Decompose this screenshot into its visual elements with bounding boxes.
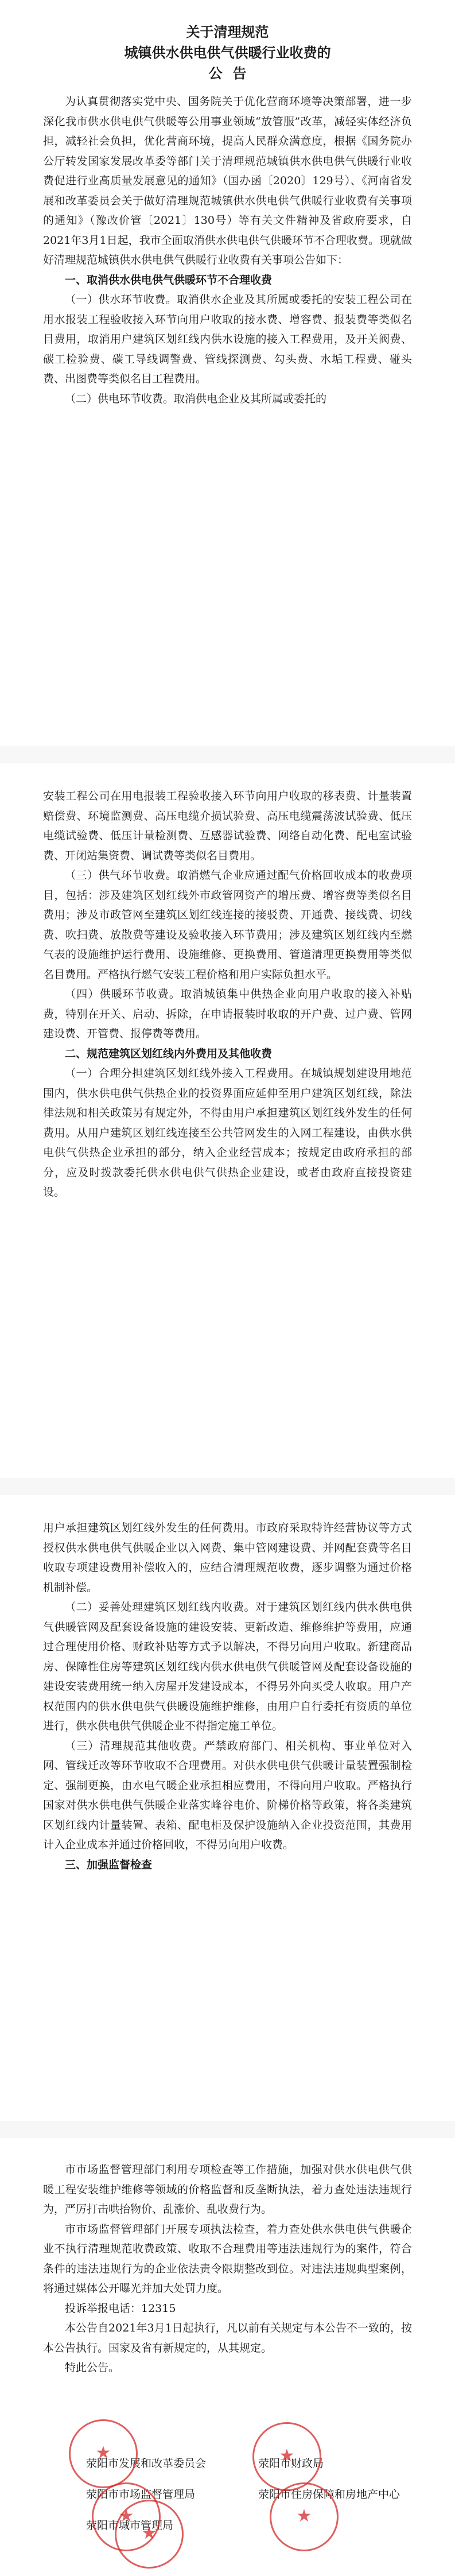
water-fee-paragraph: （一）供水环节收费。取消供水企业及其所属或委托的安装工程公司在用水报装工程验收接入环节向用户收取的接水费、增容费、报装费等类似名目费用，取消用户建筑区划红线内供水设施的接入工程费用，及开关阀费、碳工检验费、碳工导线调警费、管线探测费、勾头费、水垢工程费、碰头费、出图费等类似名目工程费用。 xyxy=(43,293,412,385)
section-heading-3: 三、加强监督检查 xyxy=(65,1858,153,1871)
document-page-4 xyxy=(0,2138,455,2576)
inside-red-line-paragraph: （二）妥善处理建筑区划红线内收费。对于建筑区划红线内供水供电供气供暖管网及配套设备设施的建设安装、更新改造、维修维护等费用，应通过合理使用价格、财政补贴等方式予以解决，不得另向用户收取。新建商品房、保障性住房等建筑区划红线内供水供电供气供暖管网及配套设备设施的建设安装费用统一纳入房屋开发建设成本，不得另外向买受人收取。用户产权范围内的供水供电供气供暖设施维护维修，由用户自行委托有资质的单位进行，供水供电供气供暖企业不得指定施工单位。 xyxy=(43,1601,412,1732)
other-fees-paragraph: （三）清理规范其他收费。严禁政府部门、相关机构、事业单位对入网、管线迁改等环节收取不合理费用。对供水供电供气供暖计量装置强制检定、强制更换，由水电气暖企业承担相应费用，不得向用户收取。严格执行国家对供水供电供气供暖企业落实峰谷电价、阶梯价格等政策，将各类建筑区划红线内计量装置、表箱、配电柜及保护设施纳入企业投资范围，其费用计入企业成本并通过价格回收，不得另向用户收费。 xyxy=(43,1739,412,1851)
official-seal-icon xyxy=(252,2422,321,2491)
official-seal-icon xyxy=(115,2500,184,2569)
section-heading-2: 二、规范建筑区划红线内外费用及其他收费 xyxy=(65,1047,273,1060)
gas-fee-paragraph: （三）供气环节收费。取消燃气企业应通过配气价格回收成本的收费项目，包括：涉及建筑区划红线外市政管网资产的增压费、增容费等类似名目费用；涉及市政管网至建筑区划红线连接的接驳费、开通费、接线费、切线费、吹扫费、放散费等建设及验收接入环节费用；涉及建筑区划红线内至燃气表的设施维护运行费用、设施维修、更换费用、管道清理更换费用等类似名目费用。严格执行燃气安装工程价格和用户实际负担水平。 xyxy=(43,869,412,981)
document-title-line-2: 城镇供水供电供气供暖行业收费的 xyxy=(124,44,331,61)
document-page-3 xyxy=(0,1495,455,2121)
heating-fee-paragraph: （四）供暖环节收费。取消城镇集中供热企业向用户收取的接入补贴费，特别在开关、启动、拆除，在申请报装时收取的开户费、过户费、管网建设费、开管费、报停费等费用。 xyxy=(43,988,412,1040)
hotline-line: 投诉举报电话：12315 xyxy=(65,2302,176,2315)
official-seal-icon xyxy=(69,2419,138,2488)
power-fee-paragraph-start: （二）供电环节收费。取消供电企业及其所属或委托的 xyxy=(65,392,327,405)
official-seal-icon xyxy=(270,2482,339,2551)
power-fee-paragraph-cont: 安装工程公司在用电报装工程验收接入环节向用户收取的移表费、计量装置赔偿费、环境监测费、高压电缆介损试验费、高压电缆震荡波试验费、低压电缆试验费、低压计量检测费、互感器试验费、网络自动化费、配电室试验费、开闭站集资费、调试费等类似名目费用。 xyxy=(43,790,412,862)
closing-line: 特此公告。 xyxy=(65,2361,120,2374)
page-1-body xyxy=(43,22,412,409)
outside-red-line-cont: 用户承担建筑区划红线外发生的任何费用。市政府采取特许经营协议等方式授权供水供电供气供暖企业以入网费、集中管网建设费、并网配套费等名目收取专项建设费用补偿收入的，应结合清理规范收费，逐步调整为通过价格机制补偿。 xyxy=(43,1522,412,1594)
page-gap xyxy=(0,746,455,763)
section-heading-1: 一、取消供水供电供气供暖环节不合理收费 xyxy=(65,273,273,286)
page-gap xyxy=(0,2121,455,2138)
signatory-name: 荥阳市财政局 xyxy=(258,2457,324,2470)
signatory-name: 荥阳市发展和改革委员会 xyxy=(86,2457,207,2470)
page-2-body xyxy=(43,786,412,1202)
signatory-name: 荥阳市住房保障和房地产中心 xyxy=(258,2488,400,2501)
page-gap xyxy=(0,1478,455,1495)
document-page-1 xyxy=(0,0,455,746)
document-title-line-3: 公告 xyxy=(208,65,257,82)
effective-date-paragraph: 本公告自2021年3月1日起执行，凡以前有关规定与本公告不一致的，按本公告执行。国家及省有新规定的，从其规定。 xyxy=(43,2322,412,2354)
document-page-2 xyxy=(0,763,455,1478)
document-title-line-1: 关于清理规范 xyxy=(186,24,269,40)
supervision-paragraph-1: 市市场监督管理部门利用专项检查等工作措施，加强对供水供电供气供暖工程安装维护维修等领域的价格监督和反垄断执法，着力查处违法违规行为，严厉打击哄抬物价、乱涨价、乱收费行为。 xyxy=(43,2163,412,2216)
supervision-paragraph-2: 市市场监督管理部门开展专项执法检查，着力查处供水供电供气供暖企业不执行清理规范收费政策、收取不合理费用等违法违规行为的案件，符合条件的违法违规行为的企业依法责令限期整改到位。对违法违规典型案例，将通过媒体公开曝光并加大处罚力度。 xyxy=(43,2222,412,2295)
signatory-name: 荥阳市城市管理局 xyxy=(86,2519,174,2532)
page-3-body xyxy=(43,1518,412,1875)
outside-red-line-paragraph: （一）合理分担建筑区划红线外接入工程费用。在城镇规划建设用地范围内，供水供电供气供热企业的投资界面应延伸至用户建筑区划红线，除法律法规和相关政策另有规定外，不得由用户承担建筑区划红线外发生的任何费用。从用户建筑区划红线连接至公共管网发生的入网工程建设，由供水供电供气供热企业承担的部分，纳入企业经营成本；按规定由政府承担的部分，应及时拨款委托供水供电供气供热企业建设，或者由政府直接投资建设。 xyxy=(43,1067,412,1198)
intro-paragraph: 为认真贯彻落实党中央、国务院关于优化营商环境等决策部署，进一步深化我市供水供电供气供暖等公用事业领域“放管服”改革，减轻实体经济负担，减轻社会负担，优化营商环境，提高人民群众满意度，根据《国务院办公厅转发国家发展改革委等部门关于清理规范城镇供水供电供气供暖行业收费促进行业高质量发展意见的通知》（国办函〔2020〕129号）、《河南省发展和改革委员会关于做好清理规范城镇供水供电供气供暖行业收费有关事项的通知》（豫改价管〔2021〕130号）等有关文件精神及省政府要求，自2021年3月1日起，我市全面取消供水供电供气供暖环节不合理收费。现就做好清理规范城镇供水供电供气供暖行业收费有关事项公告如下： xyxy=(43,95,412,266)
signatory-name: 荥阳市市场监督管理局 xyxy=(86,2488,196,2501)
page-4-body xyxy=(43,2160,412,2378)
